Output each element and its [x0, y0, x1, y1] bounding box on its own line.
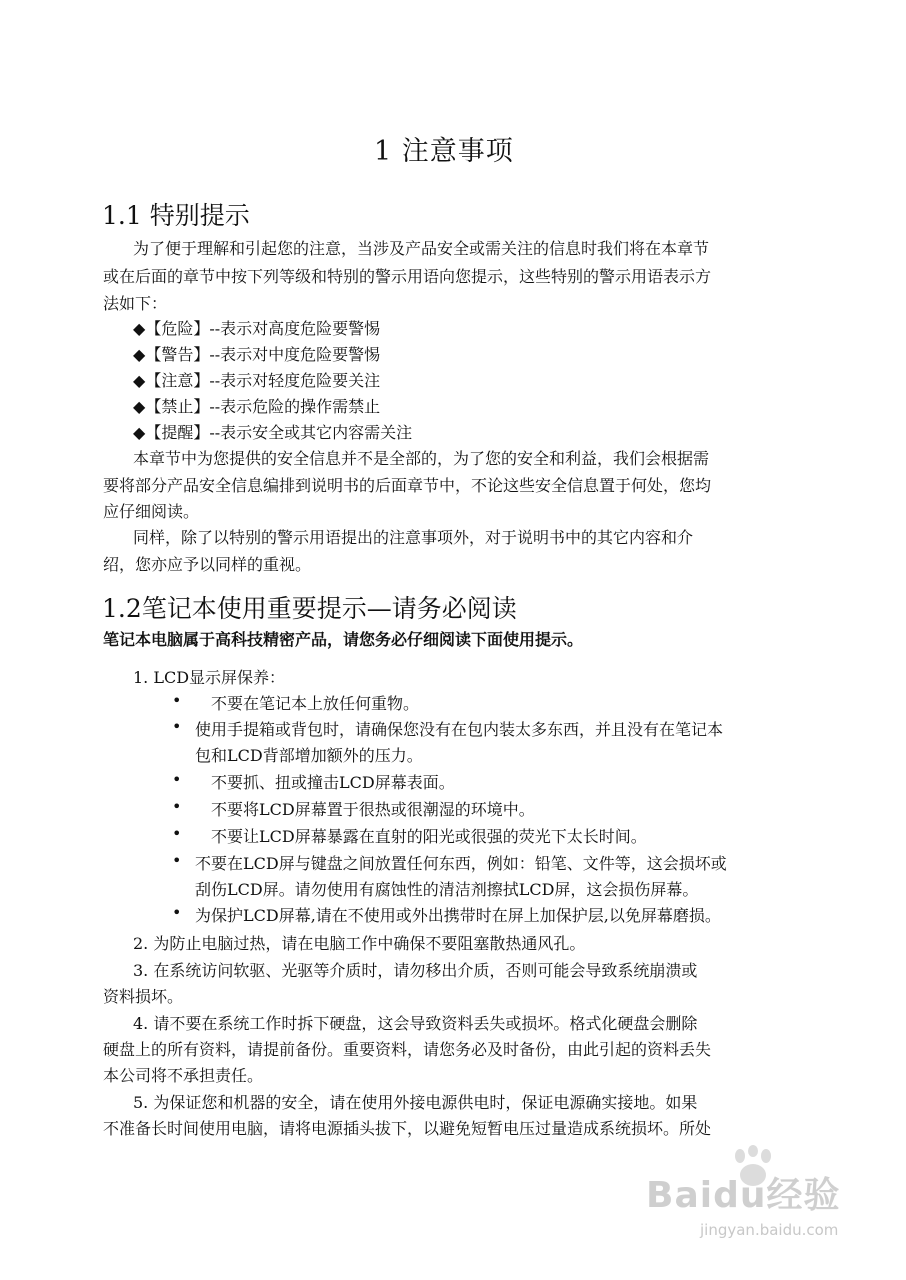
item-1-title: 1. LCD显示屏保养： [133, 668, 286, 687]
lcd-tip-continued: 刮伤LCD屏。请勿使用有腐蚀性的清洁剂擦拭LCD屏，这会损伤屏幕。 [195, 880, 699, 899]
lcd-tip: 不要在LCD屏与键盘之间放置任何东西，例如：铅笔、文件等，这会损坏或 [195, 854, 727, 873]
lcd-tip: 不要抓、扭或撞击LCD屏幕表面。 [211, 773, 455, 792]
dot-bullet-icon: • [172, 824, 182, 843]
para2-line-1: 本章节中为您提供的安全信息并不是全部的，为了您的安全和利益，我们会根据需 [133, 449, 710, 468]
dot-bullet-icon: • [172, 851, 182, 870]
item-4-line-3: 本公司将不承担责任。 [103, 1066, 264, 1085]
lcd-tip: 不要让LCD屏幕暴露在直射的阳光或很强的荧光下太长时间。 [211, 827, 647, 846]
item-2: 2. 为防止电脑过热，请在电脑工作中确保不要阻塞散热通风孔。 [133, 934, 586, 953]
item-4-line-2: 硬盘上的所有资料，请提前备份。重要资料，请您务必及时备份，由此引起的资料丢失 [103, 1040, 712, 1059]
watermark-url: jingyan.baidu.com [700, 1221, 839, 1239]
diamond-bullet-icon: ◆ [133, 319, 146, 338]
diamond-bullet-icon: ◆ [133, 371, 146, 390]
diamond-bullet-icon: ◆ [133, 397, 146, 416]
section-heading-1-1: 1.1 特别提示 [102, 201, 250, 230]
para2-line-3: 应仔细阅读。 [103, 502, 200, 521]
lcd-tip: 不要在笔记本上放任何重物。 [211, 694, 420, 713]
diamond-bullet-icon: ◆ [133, 345, 146, 364]
level-item: ◆【警告】--表示对中度危险要警惕 [133, 345, 381, 364]
para3-line-2: 绍，您亦应予以同样的重视。 [103, 555, 312, 574]
para3-line-1: 同样，除了以特别的警示用语提出的注意事项外，对于说明书中的其它内容和介 [133, 528, 694, 547]
item-3-line-2: 资料损坏。 [103, 987, 184, 1006]
section-heading-1-2: 1.2笔记本使用重要提示—请务必阅读 [102, 594, 517, 623]
diamond-bullet-icon: ◆ [133, 423, 146, 442]
item-5-line-1: 5. 为保证您和机器的安全，请在使用外接电源供电时，保证电源确实接地。如果 [133, 1093, 698, 1112]
lcd-tip-continued: 包和LCD背部增加额外的压力。 [195, 746, 423, 765]
lcd-tip: 为保护LCD屏幕,请在不使用或外出携带时在屏上加保护层,以免屏幕磨损。 [195, 906, 721, 925]
level-item: ◆【提醒】--表示安全或其它内容需关注 [133, 423, 413, 442]
para2-line-2: 要将部分产品安全信息编排到说明书的后面章节中，不论这些安全信息置于何处，您均 [103, 476, 712, 495]
dot-bullet-icon: • [172, 903, 182, 922]
item-3-line-1: 3. 在系统访问软驱、光驱等介质时，请勿移出介质，否则可能会导致系统崩溃或 [133, 961, 698, 980]
bold-intro: 笔记本电脑属于高科技精密产品，请您务必仔细阅读下面使用提示。 [103, 630, 584, 649]
intro-line-2: 或在后面的章节中按下列等级和特别的警示用语向您提示，这些特别的警示用语表示方 [103, 267, 712, 286]
level-item: ◆【禁止】--表示危险的操作需禁止 [133, 397, 381, 416]
lcd-tip: 使用手提箱或背包时，请确保您没有在包内装太多东西，并且没有在笔记本 [195, 720, 724, 739]
item-4-line-1: 4. 请不要在系统工作时拆下硬盘，这会导致资料丢失或损坏。格式化硬盘会删除 [133, 1014, 698, 1033]
dot-bullet-icon: • [172, 770, 182, 789]
level-item: ◆【注意】--表示对轻度危险要关注 [133, 371, 381, 390]
chapter-title: 1 注意事项 [374, 136, 514, 167]
lcd-tip: 不要将LCD屏幕置于很热或很潮湿的环境中。 [211, 800, 535, 819]
intro-line-1: 为了便于理解和引起您的注意，当涉及产品安全或需关注的信息时我们将在本章节 [133, 239, 710, 258]
dot-bullet-icon: • [172, 691, 182, 710]
dot-bullet-icon: • [172, 797, 182, 816]
level-item: ◆【危险】--表示对高度危险要警惕 [133, 319, 381, 338]
intro-line-3: 法如下： [103, 294, 168, 313]
watermark-logo: Baidu经验 [646, 1175, 841, 1216]
item-5-line-2: 不准备长时间使用电脑，请将电源插头拔下，以避免短暂电压过量造成系统损坏。所处 [103, 1119, 712, 1138]
dot-bullet-icon: • [172, 717, 182, 736]
